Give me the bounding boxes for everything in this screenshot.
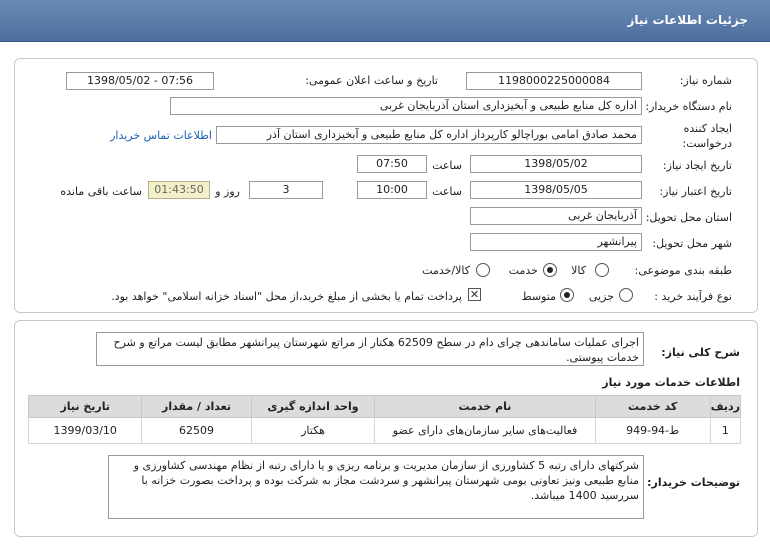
validity-date-field: 1398/05/05 [470, 181, 642, 199]
treasury-payment-note: پرداخت تمام یا بخشی از مبلغ خرید،از محل "اسناد خزانه اسلامی" خواهد بود. [111, 290, 462, 303]
category-goods-service-radio[interactable] [476, 263, 490, 277]
col-service-code: کد خدمت [595, 396, 710, 418]
buyer-org-label: نام دستگاه خریدار: [645, 100, 732, 113]
creator-label-line1: ایجاد کننده [683, 122, 732, 135]
buyer-notes-label: توضیحات خریدار: [647, 476, 740, 489]
category-goods-label: کالا [571, 264, 586, 277]
cell-row-number: 1 [710, 418, 740, 444]
create-date-label: تاریخ ایجاد نیاز: [662, 159, 732, 172]
city-field: پیرانشهر [470, 233, 642, 251]
purchase-minor-label: جزیی [588, 290, 614, 303]
category-label: طبقه بندی موضوعی: [634, 264, 732, 277]
category-goods-radio[interactable] [595, 263, 609, 277]
cell-quantity: 62509 [142, 418, 251, 444]
purchase-minor-radio[interactable] [619, 288, 633, 302]
category-service-radio[interactable] [543, 263, 557, 277]
announce-date-field: 1398/05/02 - 07:56 [66, 72, 214, 90]
validity-date-label: تاریخ اعتبار نیاز: [659, 185, 732, 198]
validity-time-label: ساعت [432, 185, 462, 198]
category-goods-service-label: کالا/خدمت [422, 264, 470, 277]
col-unit: واحد اندازه گیری [251, 396, 375, 418]
col-row-number: ردیف [710, 396, 740, 418]
validity-time-field: 10:00 [357, 181, 427, 199]
services-section-title: اطلاعات خدمات مورد نیاز [602, 376, 740, 389]
remaining-days-field: 3 [249, 181, 323, 199]
cell-unit: هکتار [251, 418, 375, 444]
cell-service-code: ط-94-949 [595, 418, 710, 444]
province-field: آذربایجان غربی [470, 207, 642, 225]
creator-label-line2: درخواست: [682, 137, 732, 150]
table-row [29, 418, 741, 444]
announce-date-label: تاریخ و ساعت اعلان عمومی: [305, 74, 438, 87]
buyer-notes-field: شرکتهای دارای رتبه 5 کشاورزی از سازمان مدیریت و برنامه ریزی و یا دارای رتبه از نظام مهندسی کشاورزی و منابع طبیعی ونیز تعاونی بومی شهرستان پیرانشهر و سردشت مجاز به شرکت بوده و پرداخت بصورت خزانه با سررسید 1400 میباشد. [108, 455, 644, 519]
need-description-label: شرح کلی نیاز: [661, 346, 740, 359]
create-time-label: ساعت [432, 159, 462, 172]
services-table [28, 395, 741, 444]
cell-need-date: 1399/03/10 [29, 418, 142, 444]
treasury-payment-checkbox[interactable]: ✕ [469, 288, 480, 301]
page-header [0, 0, 770, 42]
col-service-name: نام خدمت [375, 396, 595, 418]
remaining-time-field: 01:43:50 [148, 181, 210, 199]
page-title: جزئیات اطلاعات نیاز [627, 13, 748, 27]
remaining-time-label: ساعت باقی مانده [60, 185, 142, 198]
province-label: استان محل تحویل: [645, 211, 732, 224]
purchase-medium-label: متوسط [521, 290, 556, 303]
create-date-field: 1398/05/02 [470, 155, 642, 173]
need-description-field: اجرای عملیات ساماندهی چرای دام در سطح 62509 هکتار از مراتع شهرستان پیرانشهر مطابق لیست مراتع و شرح خدمات پیوستی. [96, 332, 644, 366]
need-number-label: شماره نیاز: [679, 74, 732, 87]
buyer-contact-link[interactable]: اطلاعات تماس خریدار [110, 129, 212, 142]
cell-service-name: فعالیت‌های سایر سازمان‌های دارای عضو [375, 418, 595, 444]
need-number-field: 1198000225000084 [466, 72, 642, 90]
purchase-type-label: نوع فرآیند خرید : [654, 290, 732, 303]
city-label: شهر محل تحویل: [652, 237, 732, 250]
purchase-medium-radio[interactable] [560, 288, 574, 302]
col-need-date: تاریخ نیاز [29, 396, 142, 418]
services-table-header [29, 396, 741, 418]
remaining-days-label: روز و [215, 185, 240, 198]
category-service-label: خدمت [508, 264, 538, 277]
creator-field: محمد صادق امامی بوراچالو کارپرداز اداره کل منابع طبیعی و آبخیزداری استان آذر [216, 126, 642, 144]
buyer-org-field: اداره کل منابع طبیعی و آبخیزداری استان آذربایجان غربی [170, 97, 642, 115]
create-time-field: 07:50 [357, 155, 427, 173]
col-quantity: تعداد / مقدار [142, 396, 251, 418]
